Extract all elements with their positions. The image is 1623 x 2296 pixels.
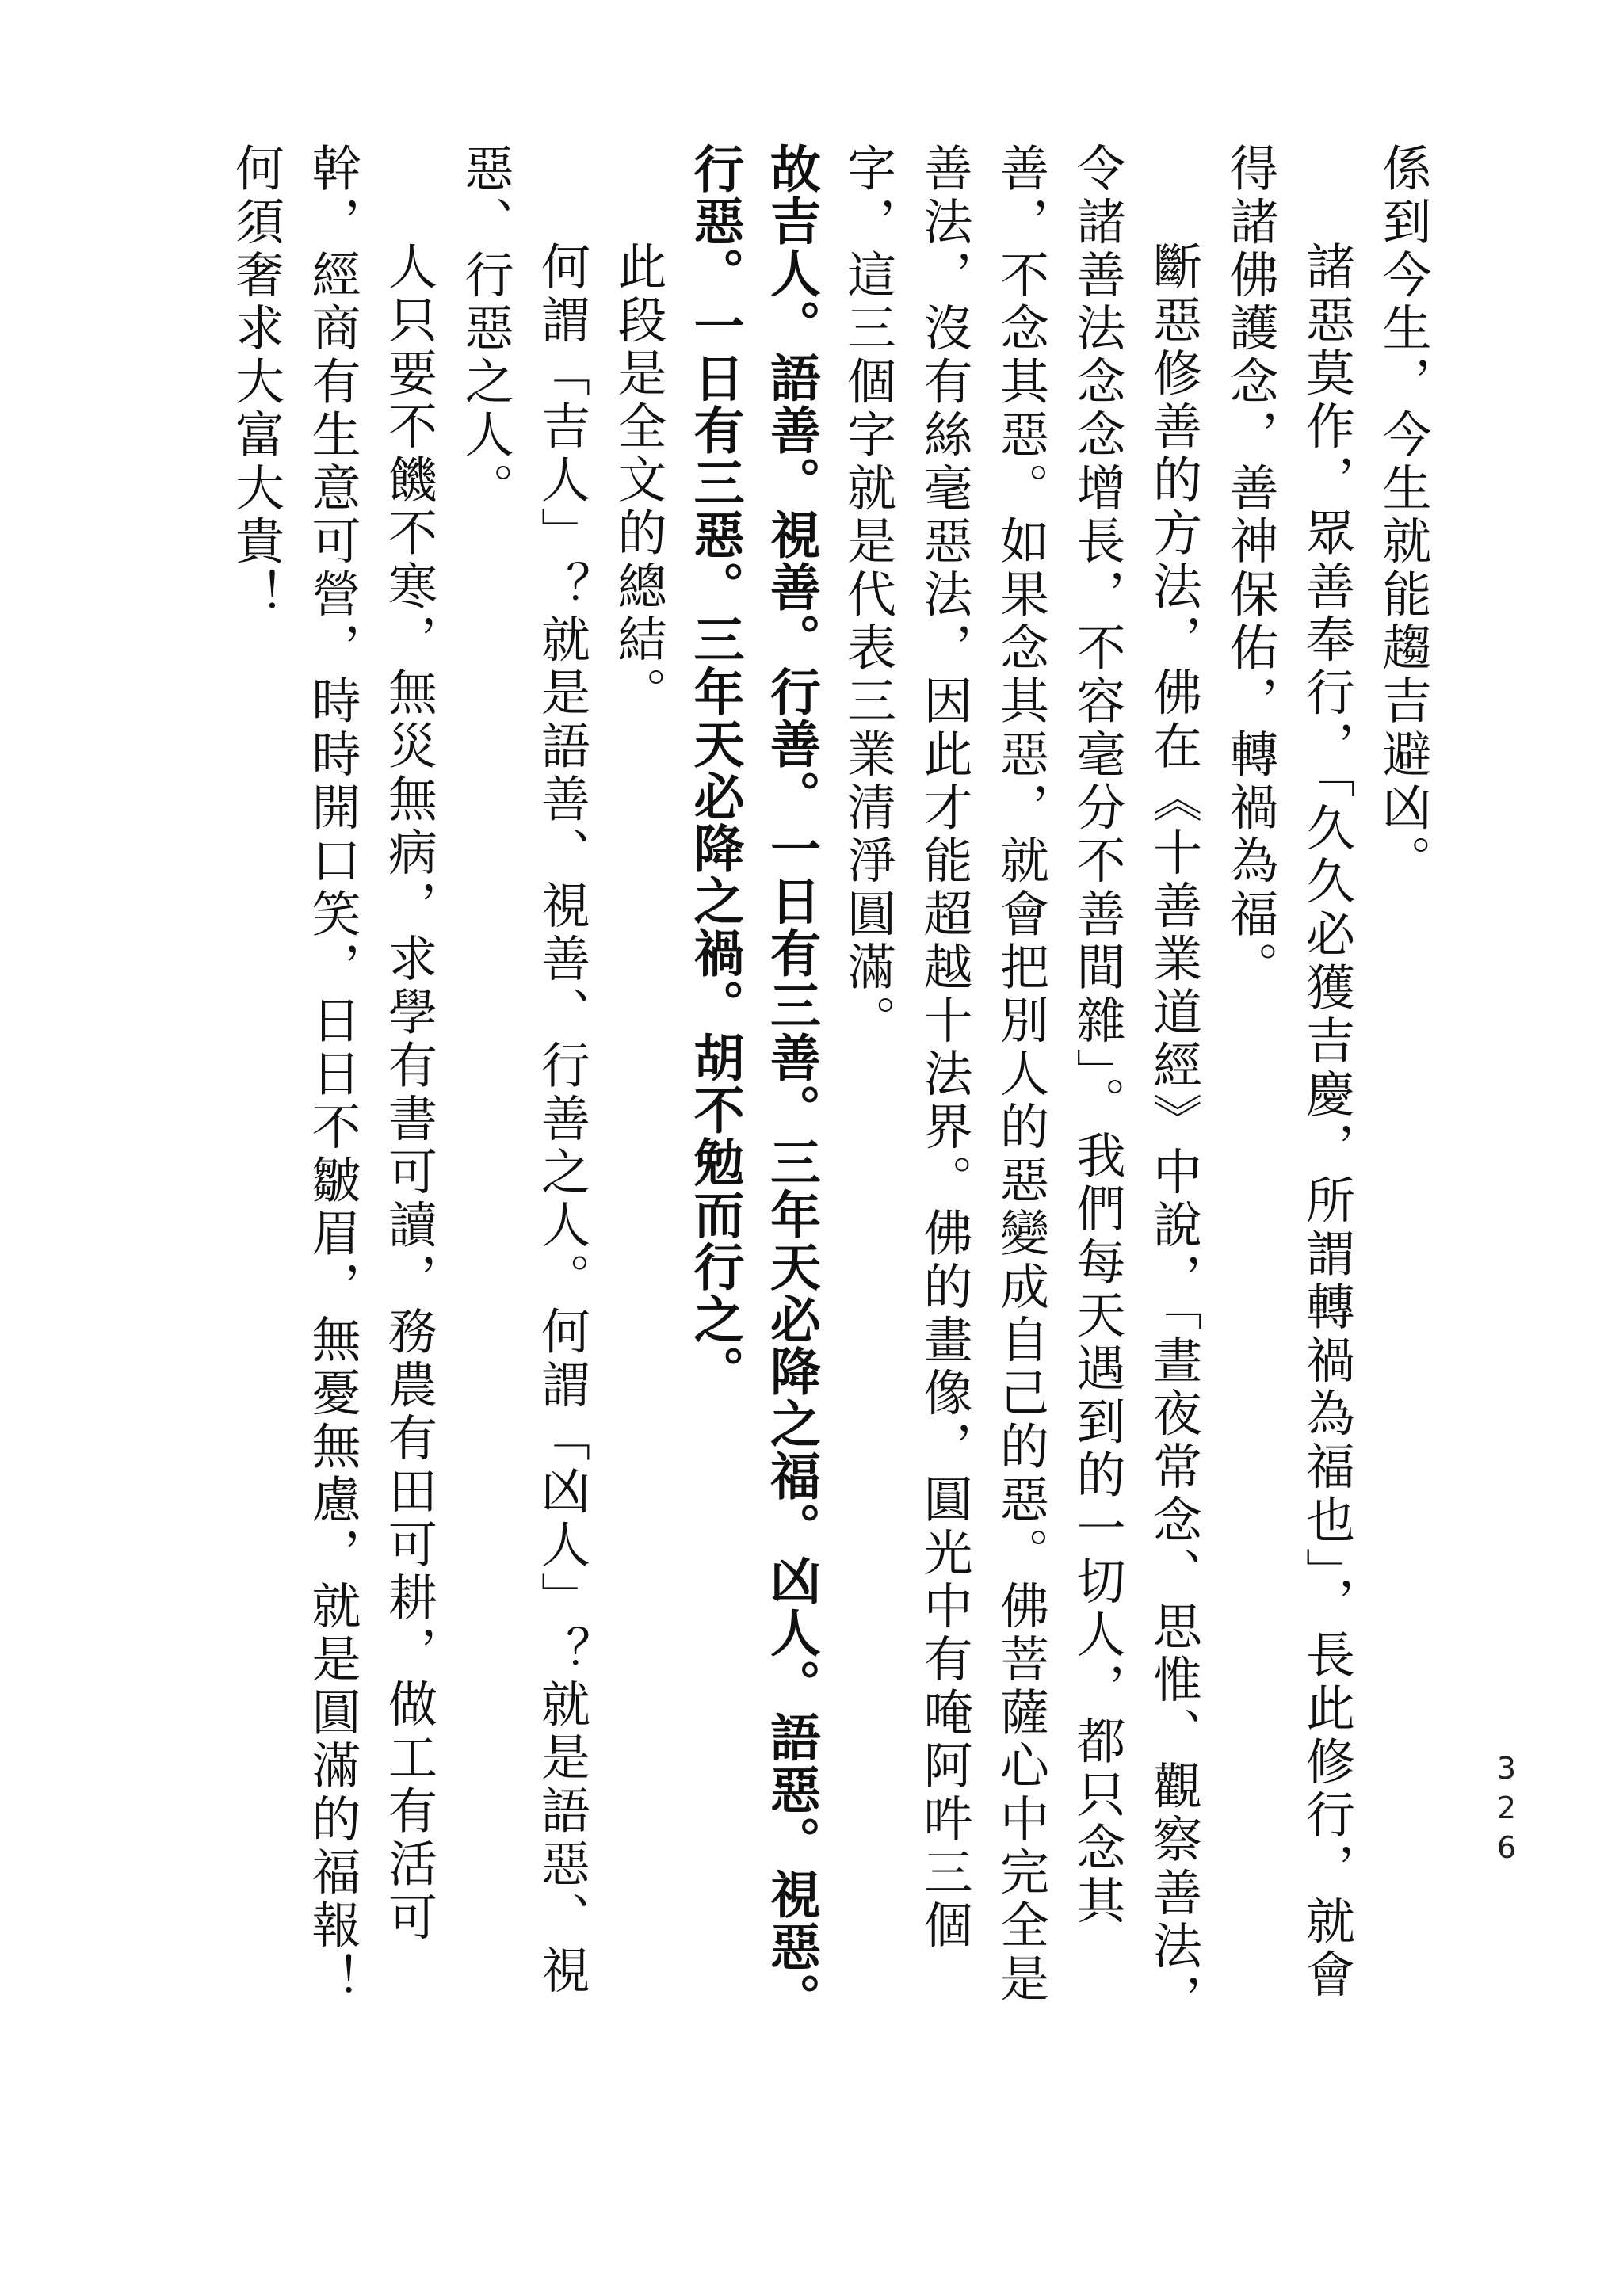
paragraph-1: 係到今生，今生就能趨吉避凶。	[1374, 143, 1432, 888]
paragraph-6: 人只要不饑不寒，無災無病，求學有書可讀，務農有田可耕，做工有活可幹，經商有生意可營，時時開口笑，日日不皺眉，無憂無慮，就是圓滿的福報！何須奢求大富大貴！	[227, 143, 438, 2006]
paragraph-3: 斷惡修善的方法，佛在《十善業道經》中說，「晝夜常念、思惟、觀察善法，令諸善法念念增長，不容毫分不善間雜」。我們每天遇到的一切人，都只念其善，不念其惡。如果念其惡，就會把別人的惡變成自己的惡。佛菩薩心中完全是善法，沒有絲毫惡法，因此才能超越十法界。佛的畫像，圓光中有唵阿吽三個字，這三個字就是代表三業清淨圓滿。	[838, 143, 1203, 2027]
page-body	[217, 143, 1441, 2028]
paragraph-5: 何謂「吉人」？就是語善、視善、行善之人。何謂「凶人」？就是語惡、視惡、行惡之人。	[456, 143, 591, 1998]
quoted-scripture-passage: 故吉人。語善。視善。行善。一日有三善。三年天必降之福。凶人。語惡。視惡。行惡。一日有三惡。三年天必降之禍。胡不勉而行之。	[685, 143, 820, 2025]
paragraph-4: 此段是全文的總結。	[609, 241, 667, 720]
page-number: 326	[1489, 1751, 1524, 1870]
paragraph-2: 諸惡莫作，眾善奉行，「久久必獲吉慶，所謂轉禍為福也」，長此修行，就會得諸佛護念，善神保佑，轉禍為福。	[1221, 143, 1356, 2002]
